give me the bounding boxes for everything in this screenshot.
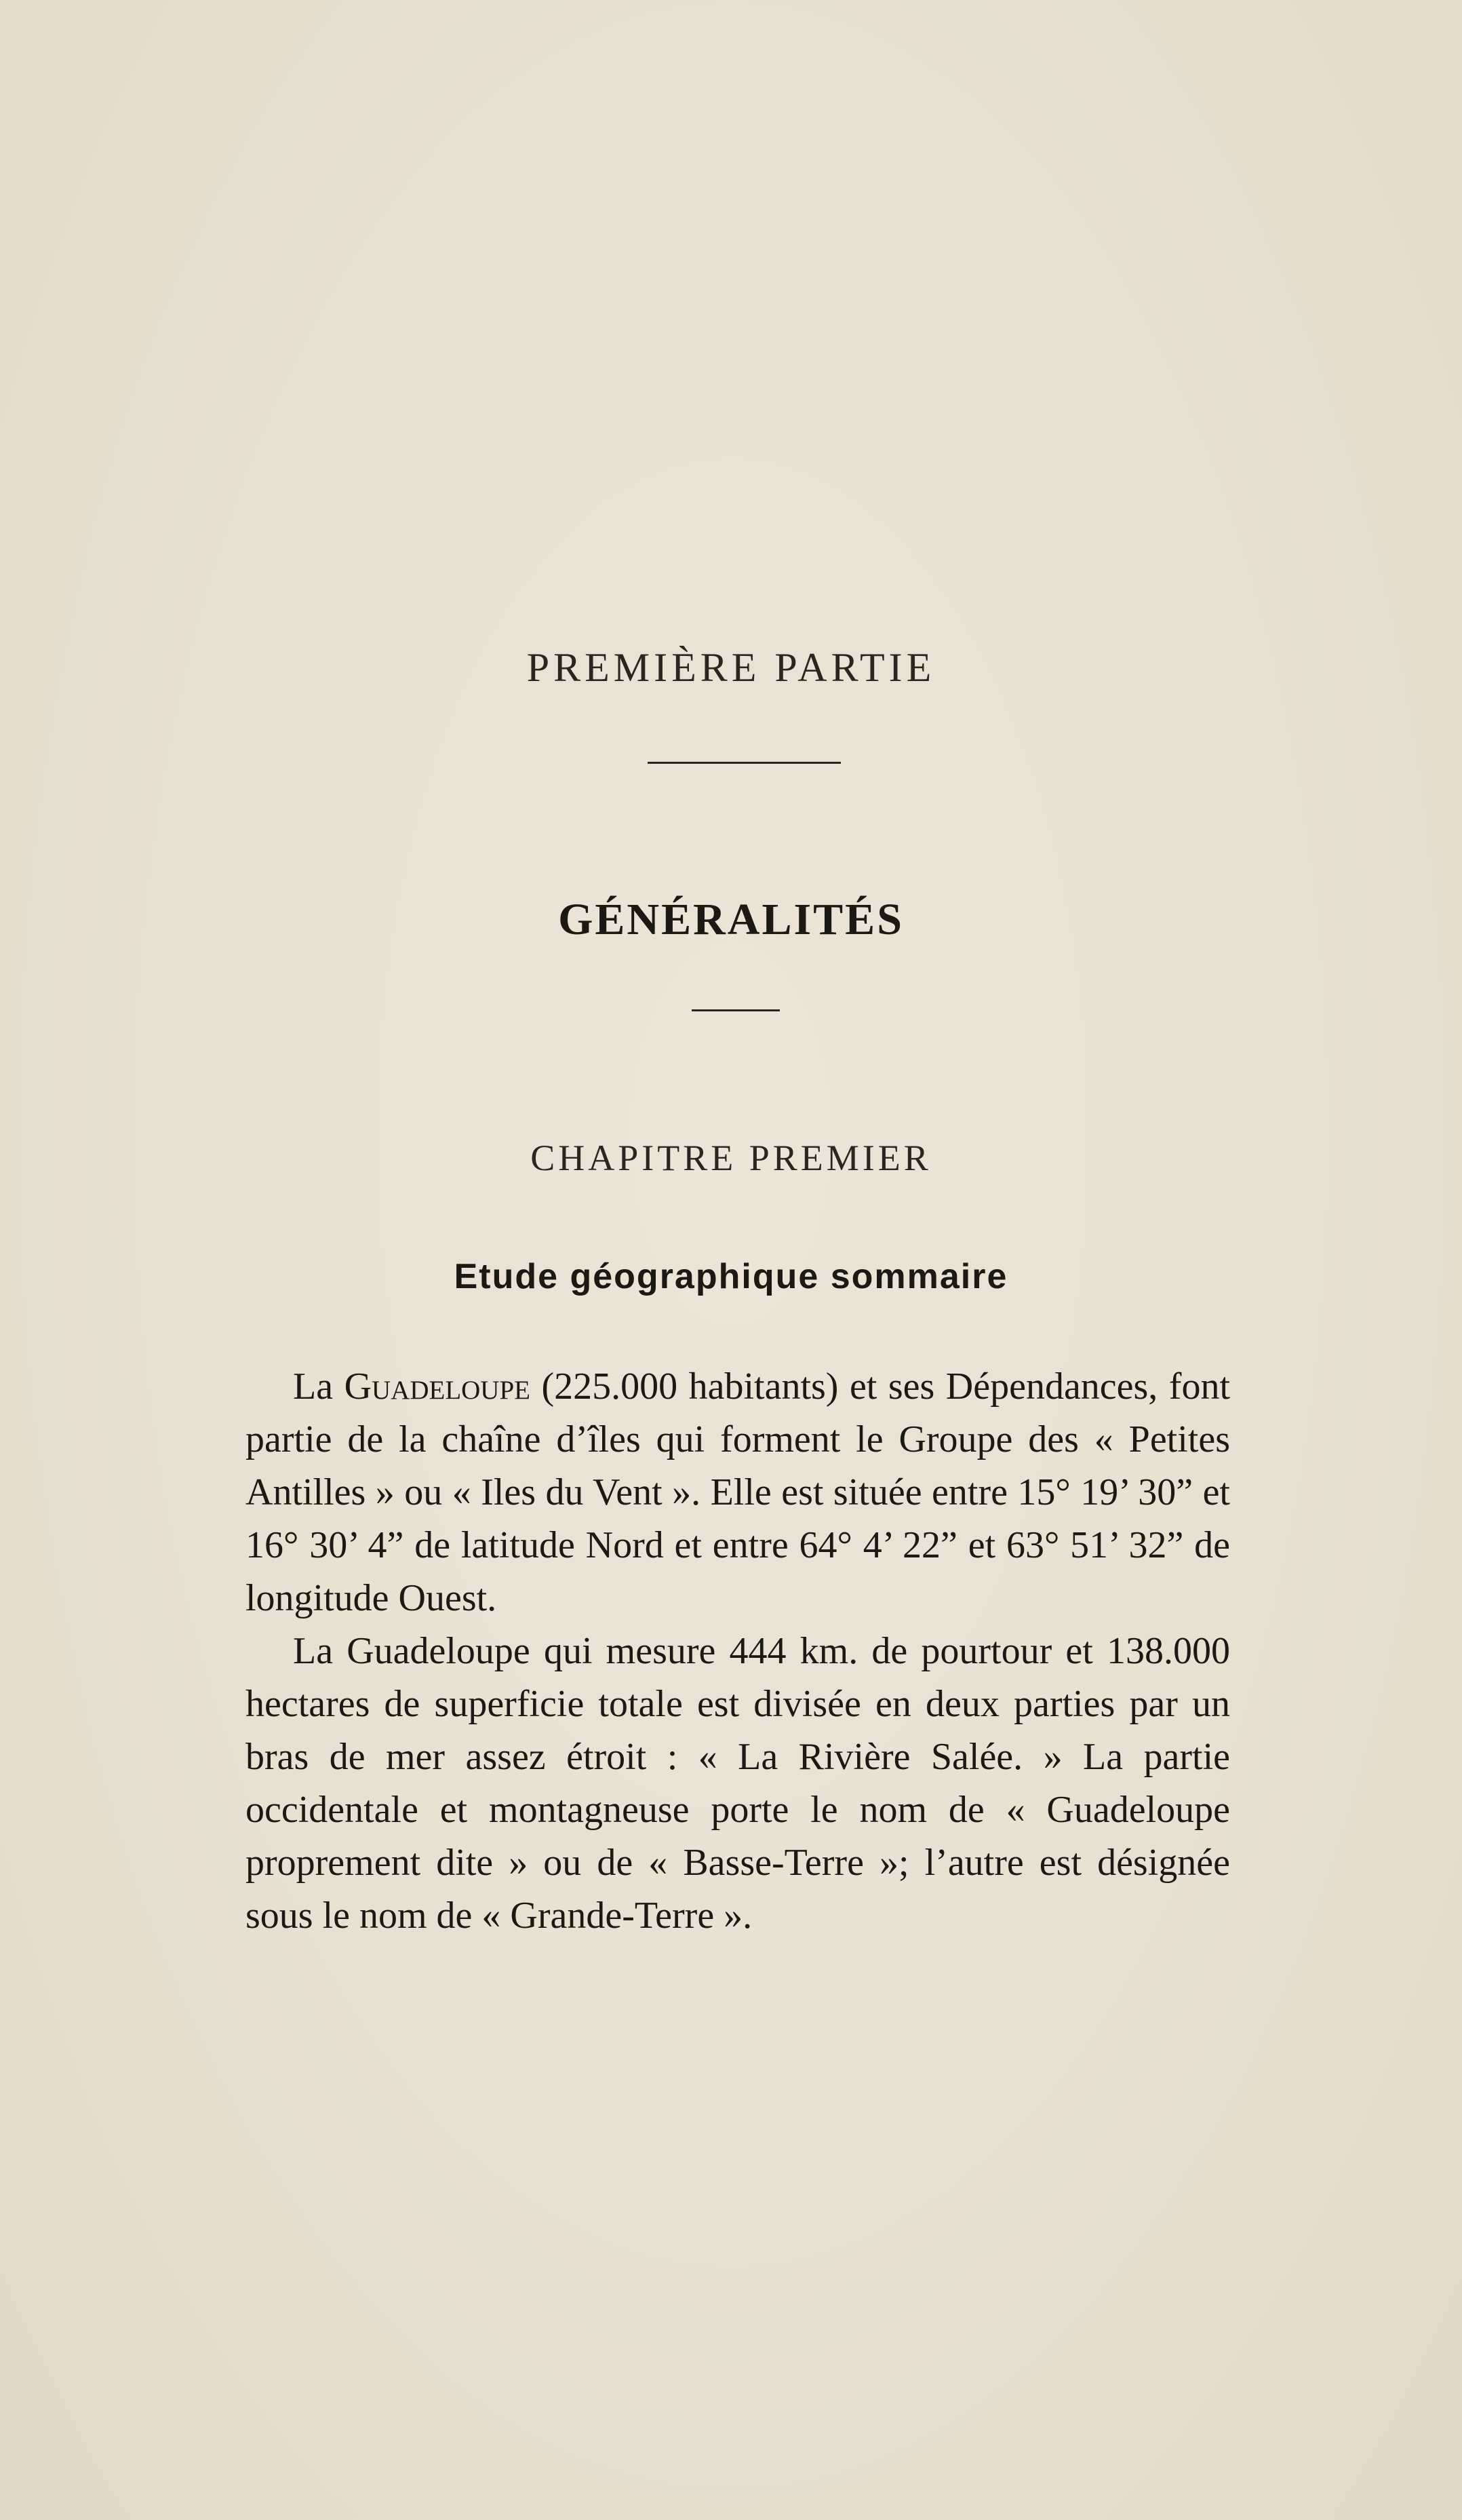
paragraph-1-text: (225.000 habitants) et ses Dépendances, font partie de la chaîne d’îles qui forment le Groupe des « Petites Antilles » ou « Iles du Vent ». Elle est située entre 15° 19’ 30” et 16° 30’ 4” de latitude Nord et entre 64° 4’ 22” et 63° 51’ 32” de longitude Ouest.	[245, 1365, 1230, 1619]
paragraph-2: La Guadeloupe qui mesure 444 km. de pourtour et 138.000 hectares de superficie totale est divisée en deux parties par un bras de mer assez étroit : « La Rivière Salée. » La partie occidentale et montagneuse porte le nom de « Guadeloupe proprement dite » ou de « Basse-Terre »; l’autre est désignée sous le nom de « Grande-Terre ».	[245, 1630, 1230, 1937]
part-title: PREMIÈRE PARTIE	[526, 645, 936, 690]
chapter-title: CHAPITRE PREMIER	[530, 1138, 932, 1178]
divider-rule	[648, 762, 841, 764]
body-text	[245, 1360, 1230, 1942]
divider-rule-short	[692, 1009, 780, 1011]
chapter-subtitle: Etude géographique sommaire	[454, 1257, 1008, 1296]
paragraph-1-lead: La	[293, 1365, 344, 1408]
paragraph-1	[245, 1360, 1230, 1625]
section-title: GÉNÉRALITÉS	[558, 895, 904, 944]
place-name: Guadeloupe	[344, 1365, 530, 1408]
